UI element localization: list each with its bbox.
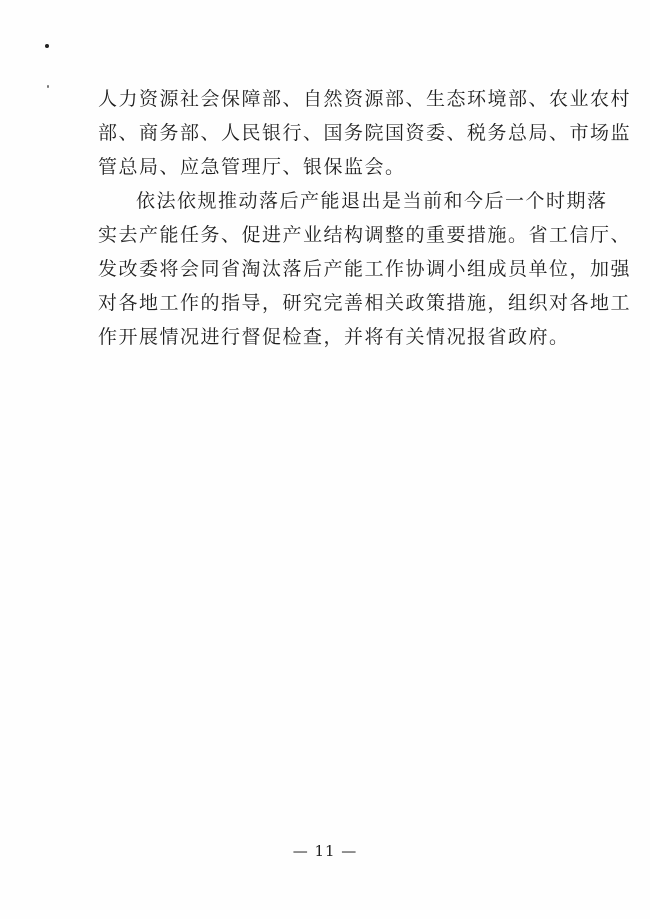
text-line: 发改委将会同省淘汰落后产能工作协调小组成员单位，加强 (98, 258, 632, 280)
scan-mark (47, 85, 49, 88)
text-line: 管总局、应急管理厅、银保监会。 (98, 156, 406, 178)
body-text (98, 82, 632, 354)
text-line: 作开展情况进行督促检查，并将有关情况报省政府。 (98, 326, 570, 348)
scan-speck (45, 44, 49, 48)
text-line: 对各地工作的指导，研究完善相关政策措施，组织对各地工 (98, 292, 632, 314)
page-number: — 11 — (292, 842, 358, 860)
text-line: 实去产能任务、促进产业结构调整的重要措施。省工信厅、 (98, 224, 632, 246)
paragraph-start-line: 依法依规推动落后产能退出是当前和今后一个时期落 (136, 190, 608, 212)
text-line: 部、商务部、人民银行、国务院国资委、税务总局、市场监 (98, 122, 632, 144)
text-line: 人力资源社会保障部、自然资源部、生态环境部、农业农村 (98, 88, 632, 110)
